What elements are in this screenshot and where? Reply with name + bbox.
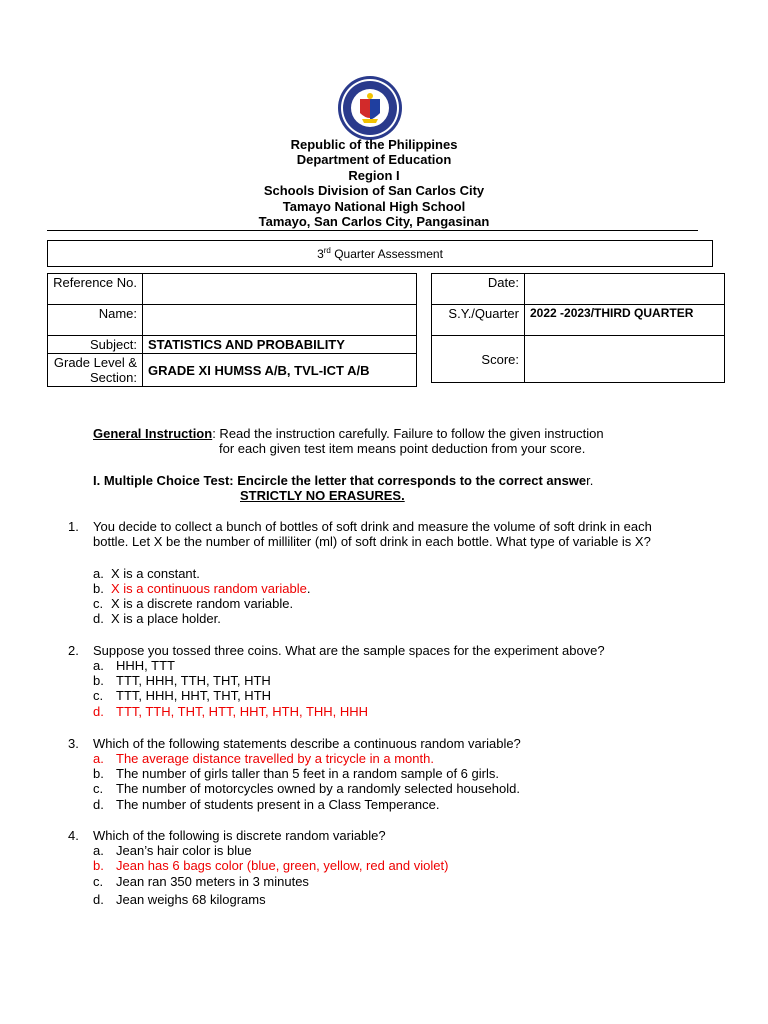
question-number: 1. [68, 519, 79, 534]
option-text: Jean ran 350 meters in 3 minutes [116, 874, 309, 889]
option-c[interactable] [93, 874, 309, 889]
header-address: Tamayo, San Carlos City, Pangasinan [258, 214, 490, 230]
option-letter: b. [93, 858, 104, 873]
option-text-tail: . [306, 581, 311, 596]
header-school: Tamayo National High School [282, 198, 466, 214]
option-text: Jean has 6 bags color (blue, green, yellow, red and violet) [116, 858, 449, 873]
option-a[interactable] [93, 566, 200, 581]
option-letter: a. [93, 843, 104, 858]
assessment-superscript: rd [323, 246, 331, 255]
option-text: The average distance travelled by a tricycle in a month. [116, 751, 434, 766]
instruction-line2: for each given test item means point deduction from your score. [219, 441, 586, 456]
assessment-ordinal: 3 [317, 247, 324, 261]
grade-value: GRADE XI HUMSS A/B, TVL-ICT A/B [143, 354, 417, 387]
option-letter: a. [93, 751, 104, 766]
header-department: Department of Education [296, 152, 452, 168]
option-d-correct[interactable] [93, 704, 368, 719]
option-d[interactable] [93, 611, 221, 626]
option-text: TTT, HHH, HHT, THT, HTH [116, 688, 272, 703]
header-division: Schools Division of San Carlos City [263, 183, 485, 199]
section-title-text: I. Multiple Choice Test: Encircle the letter that corresponds to the correct answe [93, 473, 587, 488]
option-text: TTT, TTH, THT, HTT, HHT, HTH, THH, HHH [116, 704, 369, 719]
question-2 [68, 643, 698, 723]
name-field[interactable] [143, 305, 417, 336]
option-text: Jean weighs 68 kilograms [116, 892, 266, 907]
score-label: Score: [432, 336, 525, 383]
option-text: X is a discrete random variable. [111, 596, 294, 611]
option-b[interactable] [93, 766, 499, 781]
assessment-title [47, 240, 713, 267]
option-letter: b. [93, 673, 104, 688]
question-number: 2. [68, 643, 79, 658]
date-label: Date: [432, 274, 525, 305]
option-letter: b. [93, 581, 104, 596]
instruction-line1: : Read the instruction carefully. Failure to follow the given instruction [212, 426, 604, 441]
option-letter: c. [93, 874, 104, 889]
subject-value: STATISTICS AND PROBABILITY [143, 336, 417, 354]
question-text: You decide to collect a bunch of bottles of soft drink and measure the volume of soft drink in each bottle. Let X be the number of milliliter (ml) of soft drink in each bottle. What type of variable is X? [93, 519, 652, 550]
reference-field[interactable] [143, 274, 417, 305]
option-letter: d. [93, 892, 104, 907]
question-3 [68, 736, 698, 816]
assessment-title-text: Quarter Assessment [330, 247, 443, 261]
option-text: The number of motorcycles owned by a randomly selected household. [116, 781, 520, 796]
sy-quarter-label: S.Y./Quarter [432, 305, 525, 336]
option-b-correct[interactable] [93, 581, 310, 596]
section-title-tail: r. [586, 473, 594, 488]
option-b[interactable] [93, 673, 271, 688]
option-letter: c. [93, 781, 104, 796]
option-text: X is a place holder. [111, 611, 221, 626]
option-text: Jean’s hair color is blue [116, 843, 252, 858]
grade-label: Grade Level & Section: [48, 354, 143, 387]
deped-seal-logo [334, 75, 406, 141]
option-letter: a. [93, 566, 104, 581]
option-c[interactable] [93, 596, 293, 611]
option-a[interactable] [93, 843, 252, 858]
option-letter: a. [93, 658, 104, 673]
school-header [180, 137, 568, 229]
section-title [93, 473, 733, 488]
no-erasures-warning: STRICTLY NO ERASURES. [240, 488, 405, 503]
date-field[interactable] [525, 274, 725, 305]
option-b-correct[interactable] [93, 858, 448, 873]
option-a[interactable] [93, 658, 175, 673]
option-text: The number of students present in a Class Temperance. [116, 797, 440, 812]
name-label: Name: [48, 305, 143, 336]
instruction-label: General Instruction [93, 426, 213, 441]
sy-quarter-value: 2022 -2023/THIRD QUARTER [525, 305, 725, 336]
option-c[interactable] [93, 781, 520, 796]
reference-label: Reference No. [48, 274, 143, 305]
option-text: HHH, TTT [116, 658, 175, 673]
header-divider [47, 230, 698, 231]
question-text: Which of the following statements describe a continuous random variable? [93, 736, 521, 751]
option-a-correct[interactable] [93, 751, 434, 766]
question-number: 3. [68, 736, 79, 751]
option-letter: b. [93, 766, 104, 781]
header-region: Region I [348, 167, 400, 183]
option-d[interactable] [93, 892, 266, 907]
subject-label: Subject: [48, 336, 143, 354]
option-letter: d. [93, 611, 104, 626]
option-letter: c. [93, 596, 104, 611]
student-info-table [47, 273, 417, 387]
option-text: The number of girls taller than 5 feet in a random sample of 6 girls. [116, 766, 499, 781]
option-letter: d. [93, 797, 104, 812]
question-number: 4. [68, 828, 79, 843]
option-letter: d. [93, 704, 104, 719]
option-text: TTT, HHH, TTH, THT, HTH [116, 673, 271, 688]
option-c[interactable] [93, 688, 271, 703]
deped-seal-icon [334, 75, 406, 141]
general-instruction [93, 426, 713, 441]
option-d[interactable] [93, 797, 440, 812]
option-text: X is a constant. [111, 566, 200, 581]
score-field[interactable] [525, 336, 725, 383]
question-1 [68, 519, 698, 629]
assessment-info-table [431, 273, 725, 383]
question-text: Which of the following is discrete random variable? [93, 828, 386, 843]
question-text: Suppose you tossed three coins. What are the sample spaces for the experiment above? [93, 643, 605, 658]
option-letter: c. [93, 688, 104, 703]
option-text: X is a continuous random variable [111, 581, 307, 596]
question-4 [68, 828, 698, 913]
header-country: Republic of the Philippines [290, 137, 458, 152]
